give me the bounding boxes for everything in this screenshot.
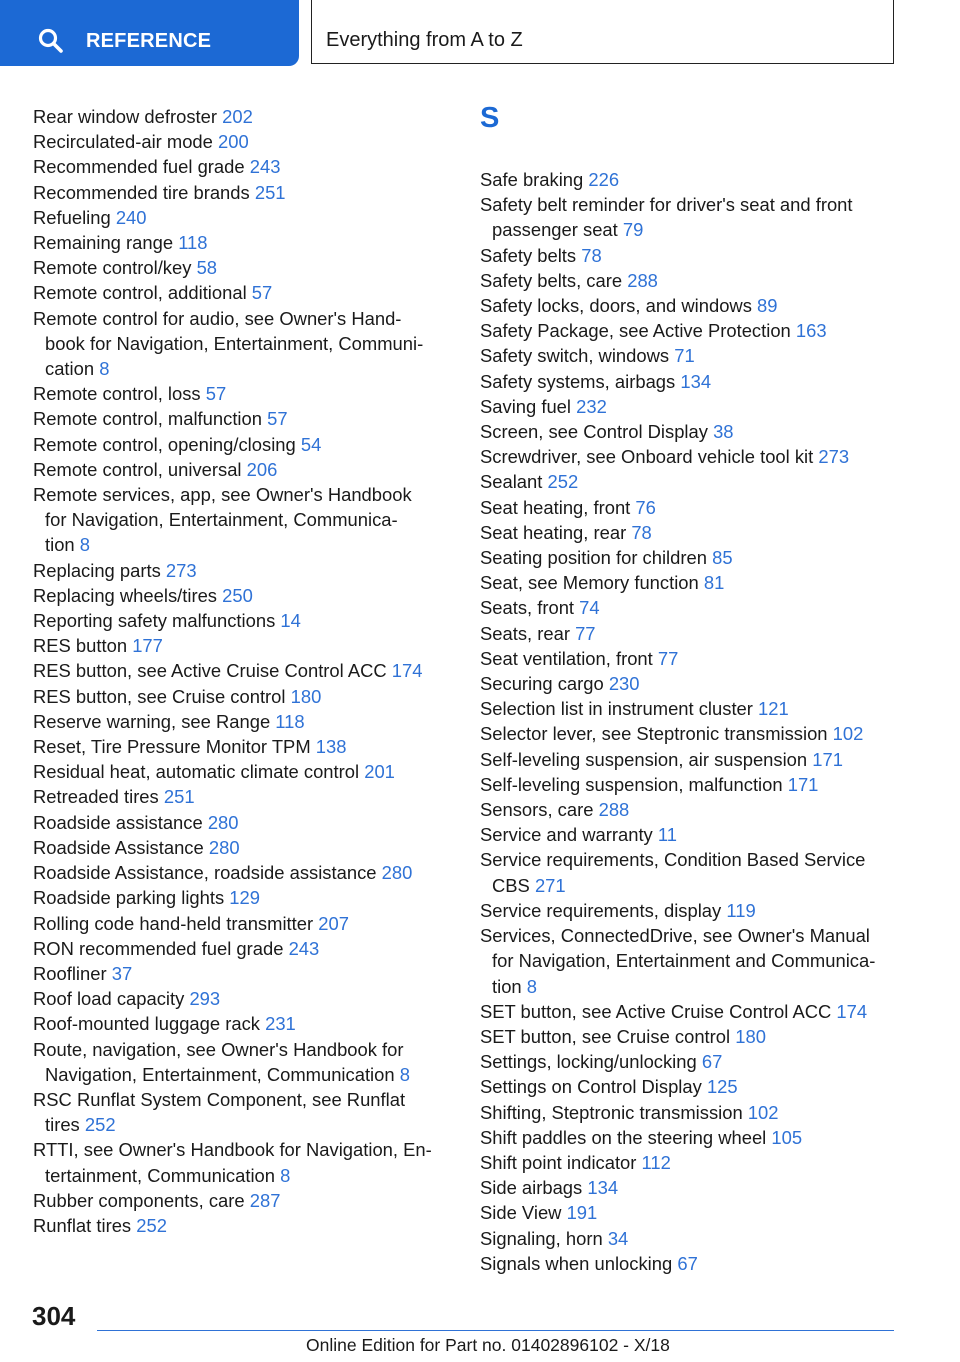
entry-text: Remote control/key bbox=[33, 257, 192, 279]
entry-text: RSC Runflat System Component, see Runflat bbox=[33, 1088, 406, 1110]
index-entry bbox=[33, 1087, 453, 1137]
index-entry bbox=[480, 1200, 900, 1225]
entry-text: Roadside assistance bbox=[33, 811, 203, 833]
entry-text: Remote control, universal bbox=[33, 458, 242, 480]
index-entry bbox=[33, 709, 453, 734]
page-reference-link[interactable]: 58 bbox=[196, 257, 218, 279]
index-entry bbox=[33, 306, 453, 382]
page-reference-link[interactable]: 54 bbox=[300, 433, 322, 455]
entry-text: Remote control, loss bbox=[33, 383, 201, 405]
entry-text: Refueling bbox=[33, 206, 111, 228]
entry-text: cation bbox=[45, 358, 95, 380]
page-reference-link[interactable]: 8 bbox=[280, 1164, 291, 1186]
page-reference-link[interactable]: 174 bbox=[836, 1000, 868, 1022]
entry-text: Signaling, horn bbox=[480, 1227, 603, 1249]
entry-text: Side View bbox=[480, 1202, 562, 1224]
page-number: 304 bbox=[32, 1301, 76, 1331]
page-reference-link[interactable]: 102 bbox=[832, 723, 864, 745]
page-reference-link[interactable]: 38 bbox=[713, 421, 734, 443]
entry-text: Safety switch, windows bbox=[480, 345, 670, 367]
page-reference-link[interactable]: 57 bbox=[267, 408, 288, 430]
entry-text: RES button bbox=[33, 635, 128, 657]
page-reference-link[interactable]: 202 bbox=[222, 106, 253, 127]
page-reference-link[interactable]: 201 bbox=[364, 761, 395, 783]
entry-text: tertainment, Communication bbox=[45, 1164, 275, 1186]
index-entry bbox=[480, 268, 900, 293]
page-reference-link[interactable]: 293 bbox=[189, 988, 221, 1010]
page-reference-link[interactable]: 134 bbox=[680, 370, 712, 392]
entry-text: Self-leveling suspension, air suspension bbox=[480, 748, 808, 770]
page-reference-link[interactable]: 57 bbox=[205, 383, 227, 405]
section-letter: S bbox=[480, 102, 500, 134]
page-reference-link[interactable]: 77 bbox=[657, 647, 679, 669]
index-entry bbox=[33, 1213, 453, 1238]
entry-text: Recommended fuel grade bbox=[33, 156, 245, 178]
entry-text: Seat heating, front bbox=[480, 496, 631, 518]
index-entry bbox=[33, 583, 453, 608]
index-entry bbox=[33, 1037, 453, 1087]
entry-text: Rear window defroster bbox=[33, 106, 217, 127]
index-entries-right bbox=[480, 167, 900, 1276]
index-entry bbox=[480, 621, 900, 646]
entry-text: Seat, see Memory function bbox=[480, 572, 699, 594]
entry-text: Roadside parking lights bbox=[33, 887, 225, 909]
index-entry bbox=[33, 280, 453, 305]
page-reference-link[interactable]: 271 bbox=[534, 874, 566, 896]
index-entry bbox=[480, 192, 900, 242]
page-reference-link[interactable]: 102 bbox=[747, 1101, 779, 1123]
entry-text: Remote control for audio, see Owner's Hand- bbox=[33, 307, 402, 329]
page-reference-link[interactable]: 280 bbox=[381, 862, 413, 884]
chapter-title-tab bbox=[311, 0, 894, 64]
page-reference-link[interactable]: 8 bbox=[99, 358, 110, 380]
entry-text: SET button, see Cruise control bbox=[480, 1025, 731, 1047]
index-entry bbox=[33, 205, 453, 230]
index-entry bbox=[33, 835, 453, 860]
index-entry bbox=[33, 759, 453, 784]
page-reference-link[interactable]: 78 bbox=[631, 521, 652, 543]
index-entry bbox=[480, 318, 900, 343]
entry-text: Shift point indicator bbox=[480, 1151, 637, 1173]
page-reference-link[interactable]: 14 bbox=[280, 610, 301, 632]
page-reference-link[interactable]: 112 bbox=[641, 1151, 671, 1173]
index-entry bbox=[33, 810, 453, 835]
page-reference-link[interactable]: 57 bbox=[251, 282, 273, 304]
entry-text: Roof load capacity bbox=[33, 988, 185, 1010]
index-entry bbox=[33, 432, 453, 457]
entry-text: Shift paddles on the steering wheel bbox=[480, 1126, 767, 1148]
index-entry bbox=[33, 1137, 453, 1187]
entry-text: Remaining range bbox=[33, 232, 174, 254]
entry-text: RTTI, see Owner's Handbook for Navigation, En- bbox=[33, 1139, 432, 1161]
entry-text: Signals when unlocking bbox=[480, 1252, 673, 1274]
entry-text: Service and warranty bbox=[480, 824, 653, 846]
page-reference-link[interactable]: 11 bbox=[657, 824, 677, 846]
index-entry bbox=[33, 406, 453, 431]
index-entry bbox=[33, 1188, 453, 1213]
page-reference-link[interactable]: 232 bbox=[576, 395, 607, 417]
entry-text: Seats, rear bbox=[480, 622, 570, 644]
entry-text: Remote services, app, see Owner's Handbook bbox=[33, 484, 412, 506]
index-entry bbox=[33, 129, 453, 154]
index-entry bbox=[480, 797, 900, 822]
page-reference-link[interactable]: 288 bbox=[598, 799, 630, 821]
entry-text: Screwdriver, see Onboard vehicle tool kit bbox=[480, 446, 814, 468]
page-reference-link[interactable]: 180 bbox=[735, 1025, 766, 1047]
page-reference-link[interactable]: 177 bbox=[132, 635, 163, 657]
entry-text: CBS bbox=[492, 874, 530, 896]
entry-text: Safety systems, airbags bbox=[480, 370, 676, 392]
index-entry bbox=[480, 1150, 900, 1175]
page-reference-link[interactable]: 191 bbox=[566, 1202, 598, 1224]
search-icon bbox=[38, 28, 64, 54]
page-reference-link[interactable]: 243 bbox=[249, 156, 281, 178]
entry-text: RES button, see Active Cruise Control ACC bbox=[33, 660, 387, 682]
page-reference-link[interactable]: 252 bbox=[136, 1214, 167, 1236]
entry-text: Remote control, malfunction bbox=[33, 408, 262, 430]
entry-text: tion bbox=[492, 975, 522, 997]
index-entry bbox=[480, 1049, 900, 1074]
page-reference-link[interactable]: 37 bbox=[111, 962, 133, 984]
page-reference-link[interactable]: 134 bbox=[587, 1177, 619, 1199]
index-entry bbox=[33, 457, 453, 482]
page-reference-link[interactable]: 8 bbox=[79, 534, 91, 556]
entry-text: Safety belts, care bbox=[480, 269, 623, 291]
index-entry bbox=[33, 911, 453, 936]
reference-label: REFERENCE bbox=[86, 30, 212, 52]
page-reference-link[interactable]: 251 bbox=[254, 181, 286, 203]
index-entry bbox=[480, 369, 900, 394]
index-entry bbox=[33, 734, 453, 759]
index-entry bbox=[480, 469, 900, 494]
index-entry bbox=[33, 230, 453, 255]
page-reference-link[interactable]: 8 bbox=[526, 975, 538, 997]
entry-text: tion bbox=[45, 534, 75, 556]
index-entry bbox=[33, 608, 453, 633]
page-reference-link[interactable]: 251 bbox=[163, 786, 195, 808]
entry-text: passenger seat bbox=[492, 219, 618, 241]
index-entry bbox=[480, 1175, 900, 1200]
entry-text: Selector lever, see Steptronic transmission bbox=[480, 723, 828, 745]
entry-text: Remote control, additional bbox=[33, 282, 247, 304]
entry-text: for Navigation, Entertainment and Communica- bbox=[492, 950, 876, 972]
index-entry bbox=[480, 1100, 900, 1125]
entry-text: Reset, Tire Pressure Monitor TPM bbox=[33, 736, 311, 758]
page-reference-link[interactable]: 226 bbox=[588, 169, 620, 190]
entry-text: Replacing wheels/tires bbox=[33, 584, 217, 606]
footer-divider bbox=[97, 1330, 894, 1331]
index-entry bbox=[33, 784, 453, 809]
index-column-right bbox=[480, 104, 900, 1276]
entry-text: Securing cargo bbox=[480, 673, 604, 695]
entry-text: Remote control, opening/closing bbox=[33, 433, 296, 455]
page-reference-link[interactable]: 76 bbox=[635, 496, 656, 518]
index-entry bbox=[480, 1074, 900, 1099]
index-entry bbox=[480, 1125, 900, 1150]
entry-text: Recommended tire brands bbox=[33, 181, 250, 203]
index-entry bbox=[480, 243, 900, 268]
index-entry bbox=[33, 104, 453, 129]
index-entry bbox=[33, 860, 453, 885]
entry-text: Rubber components, care bbox=[33, 1189, 245, 1211]
entry-text: Route, navigation, see Owner's Handbook for bbox=[33, 1038, 404, 1060]
index-entry bbox=[480, 444, 900, 469]
page-reference-link[interactable]: 89 bbox=[757, 295, 778, 317]
page-reference-link[interactable]: 252 bbox=[84, 1114, 116, 1136]
entry-text: Screen, see Control Display bbox=[480, 421, 708, 443]
page-reference-link[interactable]: 81 bbox=[703, 572, 725, 594]
entry-text: Shifting, Steptronic transmission bbox=[480, 1101, 743, 1123]
page-reference-link[interactable]: 121 bbox=[758, 698, 789, 720]
entry-text: Retreaded tires bbox=[33, 786, 159, 808]
edition-footer: Online Edition for Part no. 01402896102 - X/18 bbox=[306, 1335, 670, 1355]
page-reference-link[interactable]: 77 bbox=[575, 622, 596, 644]
index-entry bbox=[480, 1024, 900, 1049]
page-reference-link[interactable]: 118 bbox=[275, 710, 305, 732]
index-entry bbox=[33, 558, 453, 583]
index-entry bbox=[480, 1251, 900, 1276]
index-entry bbox=[480, 646, 900, 671]
page-reference-link[interactable]: 163 bbox=[795, 320, 827, 342]
page-reference-link[interactable]: 280 bbox=[207, 811, 239, 833]
index-entry bbox=[33, 255, 453, 280]
entry-text: Reserve warning, see Range bbox=[33, 710, 271, 732]
entry-text: Selection list in instrument cluster bbox=[480, 698, 753, 720]
page-reference-link[interactable]: 180 bbox=[290, 685, 322, 707]
page-reference-link[interactable]: 171 bbox=[787, 773, 819, 795]
entry-text: tires bbox=[45, 1114, 80, 1136]
page-reference-link[interactable]: 74 bbox=[579, 597, 600, 619]
chapter-title: Everything from A to Z bbox=[326, 29, 523, 51]
page-reference-link[interactable]: 287 bbox=[249, 1189, 281, 1211]
index-entry bbox=[480, 419, 900, 444]
entry-text: Settings on Control Display bbox=[480, 1076, 702, 1098]
index-entry bbox=[480, 721, 900, 746]
entry-text: Settings, locking/unlocking bbox=[480, 1051, 697, 1073]
entry-text: Side airbags bbox=[480, 1177, 583, 1199]
page-reference-link[interactable]: 138 bbox=[315, 736, 347, 758]
entry-text: book for Navigation, Entertainment, Communi- bbox=[45, 332, 424, 354]
page-reference-link[interactable]: 280 bbox=[208, 836, 240, 858]
page-reference-link[interactable]: 230 bbox=[608, 673, 640, 695]
index-entry bbox=[33, 986, 453, 1011]
page-reference-link[interactable]: 273 bbox=[818, 446, 850, 468]
index-entry bbox=[33, 885, 453, 910]
index-entry bbox=[480, 898, 900, 923]
entry-text: Seats, front bbox=[480, 597, 575, 619]
index-entry bbox=[480, 520, 900, 545]
entry-text: Rolling code hand-held transmitter bbox=[33, 912, 314, 934]
entry-text: Navigation, Entertainment, Communication bbox=[45, 1063, 395, 1085]
page-reference-link[interactable]: 273 bbox=[165, 559, 197, 581]
index-entry bbox=[480, 671, 900, 696]
page-reference-link[interactable]: 67 bbox=[701, 1051, 723, 1073]
entry-text: RES button, see Cruise control bbox=[33, 685, 286, 707]
entry-text: Safety belt reminder for driver's seat and front bbox=[480, 194, 853, 216]
entry-text: RON recommended fuel grade bbox=[33, 937, 284, 959]
entry-text: Seat ventilation, front bbox=[480, 647, 653, 669]
entry-text: Service requirements, Condition Based Service bbox=[480, 849, 866, 871]
index-entry bbox=[33, 936, 453, 961]
index-entry bbox=[480, 293, 900, 318]
entry-text: Roadside Assistance bbox=[33, 836, 204, 858]
index-entry bbox=[33, 633, 453, 658]
entry-text: Services, ConnectedDrive, see Owner's Manual bbox=[480, 925, 870, 947]
index-entry bbox=[480, 747, 900, 772]
index-entry bbox=[480, 495, 900, 520]
page-reference-link[interactable]: 207 bbox=[318, 912, 349, 934]
index-entry bbox=[480, 394, 900, 419]
index-entry bbox=[33, 154, 453, 179]
page-reference-link[interactable]: 240 bbox=[115, 206, 147, 228]
page-reference-link[interactable]: 8 bbox=[399, 1063, 410, 1085]
index-entry bbox=[480, 167, 900, 192]
entry-text: Seat heating, rear bbox=[480, 521, 627, 543]
page-reference-link[interactable]: 252 bbox=[547, 471, 579, 493]
entry-text: Residual heat, automatic climate control bbox=[33, 761, 360, 783]
index-entry bbox=[33, 1011, 453, 1036]
page-reference-link[interactable]: 34 bbox=[607, 1227, 629, 1249]
page-reference-link[interactable]: 250 bbox=[222, 584, 253, 606]
index-entry bbox=[33, 180, 453, 205]
page-reference-link[interactable]: 231 bbox=[265, 1013, 296, 1035]
entry-text: Safety locks, doors, and windows bbox=[480, 295, 752, 317]
entry-text: Sensors, care bbox=[480, 799, 594, 821]
page-reference-link[interactable]: 206 bbox=[246, 458, 278, 480]
page-reference-link[interactable]: 78 bbox=[581, 244, 602, 266]
entry-text: Roofliner bbox=[33, 962, 107, 984]
index-entry bbox=[480, 696, 900, 721]
entry-text: Safety belts bbox=[480, 244, 577, 266]
page-reference-link[interactable]: 79 bbox=[622, 219, 644, 241]
entry-text: Reporting safety malfunctions bbox=[33, 610, 276, 632]
page-reference-link[interactable]: 118 bbox=[178, 232, 208, 254]
index-entry bbox=[480, 570, 900, 595]
page-reference-link[interactable]: 171 bbox=[812, 748, 843, 770]
entry-text: Roof-mounted luggage rack bbox=[33, 1013, 260, 1035]
entry-text: Safe braking bbox=[480, 169, 584, 190]
entry-text: for Navigation, Entertainment, Communica- bbox=[45, 509, 398, 531]
index-entry bbox=[33, 482, 453, 558]
page-reference-link[interactable]: 174 bbox=[391, 660, 423, 682]
index-entry bbox=[33, 961, 453, 986]
index-entry bbox=[480, 595, 900, 620]
entry-text: Roadside Assistance, roadside assistance bbox=[33, 862, 377, 884]
index-entry bbox=[480, 999, 900, 1024]
entry-text: Seating position for children bbox=[480, 547, 707, 569]
index-entry bbox=[480, 545, 900, 570]
index-entry bbox=[480, 1226, 900, 1251]
entry-text: Recirculated-air mode bbox=[33, 131, 213, 153]
page-reference-link[interactable]: 71 bbox=[674, 345, 695, 367]
page-reference-link[interactable]: 85 bbox=[712, 547, 733, 569]
index-entry bbox=[33, 381, 453, 406]
entry-text: Sealant bbox=[480, 471, 543, 493]
page-reference-link[interactable]: 243 bbox=[288, 937, 320, 959]
index-entry bbox=[33, 658, 453, 683]
entry-text: SET button, see Active Cruise Control ACC bbox=[480, 1000, 832, 1022]
index-entry bbox=[480, 343, 900, 368]
page-reference-link[interactable]: 129 bbox=[229, 887, 260, 909]
entry-text: Saving fuel bbox=[480, 395, 571, 417]
index-entry bbox=[480, 772, 900, 797]
page-reference-link[interactable]: 119 bbox=[726, 899, 756, 921]
page-reference-link[interactable]: 288 bbox=[627, 269, 658, 291]
index-entry bbox=[480, 847, 900, 897]
index-entry bbox=[480, 923, 900, 999]
page-reference-link[interactable]: 200 bbox=[218, 131, 249, 153]
entry-text: Replacing parts bbox=[33, 559, 161, 581]
entry-text: Safety Package, see Active Protection bbox=[480, 320, 791, 342]
page-header bbox=[0, 0, 960, 66]
page-reference-link[interactable]: 105 bbox=[771, 1126, 803, 1148]
page-reference-link[interactable]: 125 bbox=[706, 1076, 738, 1098]
page-reference-link[interactable]: 67 bbox=[677, 1252, 698, 1274]
entry-text: Service requirements, display bbox=[480, 899, 722, 921]
index-entry bbox=[33, 684, 453, 709]
reference-tab[interactable] bbox=[0, 0, 299, 66]
entry-text: Runflat tires bbox=[33, 1214, 132, 1236]
index-entry bbox=[480, 822, 900, 847]
entry-text: Self-leveling suspension, malfunction bbox=[480, 773, 783, 795]
index-column-left bbox=[33, 104, 453, 1238]
